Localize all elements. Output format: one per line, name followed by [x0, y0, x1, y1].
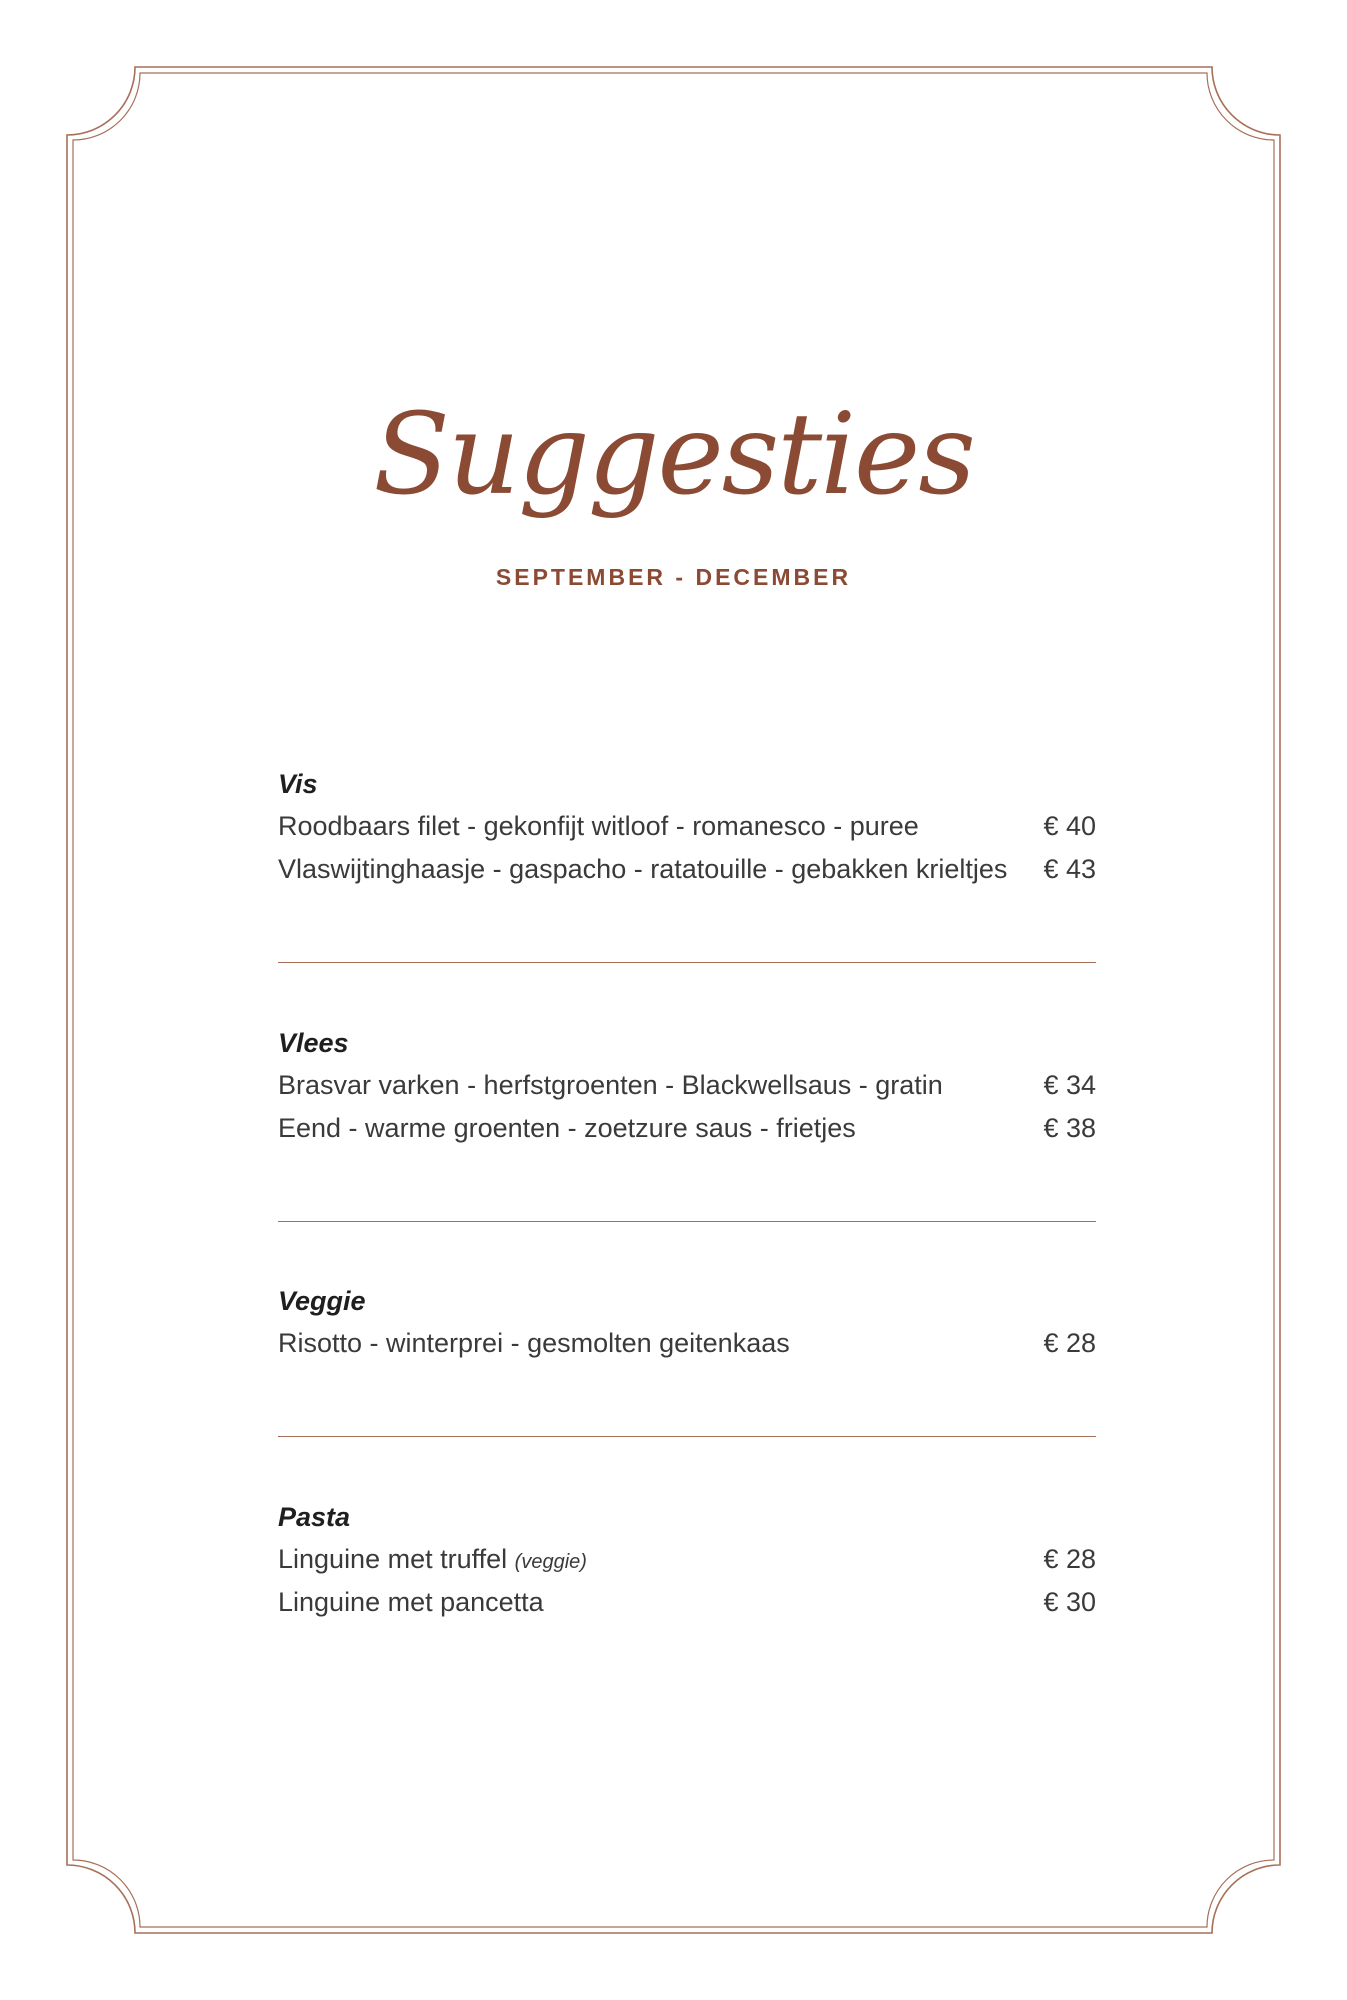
menu-section-vlees [278, 1027, 1096, 1156]
dish-name-text: Roodbaars filet - gekonfijt witloof - romanesco - puree [278, 811, 919, 841]
menu-section-veggie [278, 1285, 1096, 1371]
section-title: Pasta [278, 1502, 351, 1532]
dish-list [278, 811, 1096, 897]
dish-name-text: Eend - warme groenten - zoetzure saus - frietjes [278, 1113, 856, 1143]
outer-border-line [67, 67, 1280, 1933]
dish-name-text: Risotto - winterprei - gesmolten geitenkaas [278, 1328, 790, 1358]
section-divider [278, 1436, 1096, 1437]
dish-price: € 43 [1043, 854, 1096, 884]
menu-section-pasta [278, 1501, 1096, 1630]
dish-price: € 34 [1043, 1070, 1096, 1100]
dish-row [278, 1544, 1096, 1587]
dish-name [278, 1070, 943, 1101]
dish-note: (veggie) [514, 1551, 587, 1573]
section-title: Vlees [278, 1028, 349, 1058]
menu-title: Suggesties [373, 390, 974, 520]
section-divider [278, 962, 1096, 963]
dish-price: € 40 [1043, 811, 1096, 841]
dish-list [278, 1328, 1096, 1371]
dish-name [278, 854, 1007, 885]
dish-price: € 30 [1043, 1587, 1096, 1617]
dish-price: € 28 [1043, 1544, 1096, 1574]
dish-name [278, 1587, 544, 1618]
dish-row [278, 1070, 1096, 1113]
dish-list [278, 1544, 1096, 1630]
dish-price: € 38 [1043, 1113, 1096, 1143]
section-title: Vis [278, 769, 318, 799]
dish-row [278, 1328, 1096, 1371]
dish-row [278, 1587, 1096, 1630]
menu-period-subtitle: SEPTEMBER - DECEMBER [495, 564, 852, 590]
dish-name [278, 811, 919, 842]
menu-section-vis [278, 768, 1096, 897]
dish-name [278, 1113, 856, 1144]
dish-row [278, 811, 1096, 854]
dish-name-text: Linguine met pancetta [278, 1587, 544, 1617]
dish-price: € 28 [1043, 1328, 1096, 1358]
inner-border-line [73, 73, 1274, 1927]
dish-row [278, 854, 1096, 897]
dish-name-text: Brasvar varken - herfstgroenten - Blackwellsaus - gratin [278, 1070, 943, 1100]
section-title: Veggie [278, 1286, 366, 1316]
dish-name [278, 1328, 790, 1359]
section-divider [278, 1221, 1096, 1222]
dish-name-text: Vlaswijtinghaasje - gaspacho - ratatouille - gebakken krieltjes [278, 854, 1008, 884]
dish-list [278, 1070, 1096, 1156]
dish-row [278, 1113, 1096, 1156]
dish-name [278, 1544, 587, 1575]
dish-name-text: Linguine met truffel [278, 1544, 508, 1574]
